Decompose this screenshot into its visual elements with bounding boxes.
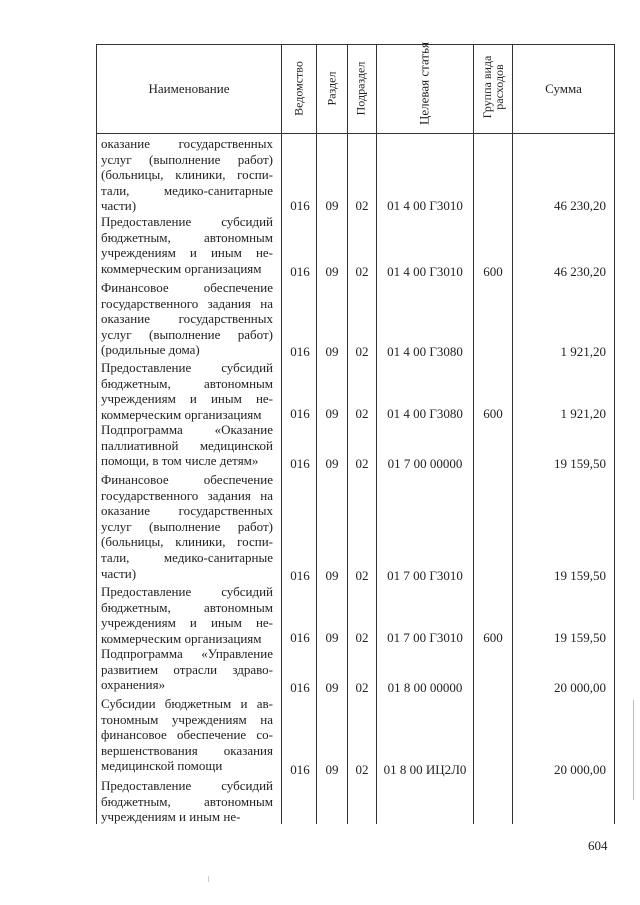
row-summa: 20 000,00: [554, 680, 606, 695]
row-name: Финансовое обеспечение государственного задания на оказание государственных услуг (выполнение работ) (родильные дома): [101, 280, 273, 358]
table-border-right: [614, 44, 615, 824]
row-celevaya: 01 7 00 Г3010: [387, 630, 463, 645]
scan-edge-mark: [633, 700, 634, 800]
row-celevaya: 01 7 00 Г3010: [387, 568, 463, 583]
row-celevaya: 01 4 00 Г3080: [387, 344, 463, 359]
row-podrazdel: 02: [355, 630, 369, 645]
row-vedomstvo: 016: [290, 344, 310, 359]
row-razdel: 09: [325, 264, 339, 279]
row-celevaya: 01 8 00 ИЦ2Л0: [383, 762, 467, 777]
row-summa: 46 230,20: [554, 264, 606, 279]
scan-speck: [208, 876, 209, 882]
row-celevaya: 01 7 00 00000: [387, 456, 463, 471]
header-name: Наименование: [148, 80, 230, 96]
row-podrazdel: 02: [355, 406, 369, 421]
row-podrazdel: 02: [355, 568, 369, 583]
row-podrazdel: 02: [355, 762, 369, 777]
row-razdel: 09: [325, 198, 339, 213]
row-gruppa: 600: [483, 630, 503, 645]
column-divider: [316, 44, 317, 824]
header-divider: [96, 133, 614, 134]
row-summa: 1 921,20: [560, 344, 606, 359]
row-name: Предоставление субсидий бюджетным, автономным учреждениям и иным не-: [101, 778, 273, 825]
column-divider: [512, 44, 513, 824]
row-celevaya: 01 4 00 Г3080: [387, 406, 463, 421]
header-summa: Сумма: [545, 80, 582, 96]
row-summa: 20 000,00: [554, 762, 606, 777]
row-summa: 19 159,50: [554, 456, 606, 471]
row-razdel: 09: [325, 762, 339, 777]
column-divider: [376, 44, 377, 824]
row-gruppa: 600: [483, 264, 503, 279]
row-celevaya: 01 8 00 00000: [387, 680, 463, 695]
page-number: 604: [588, 838, 608, 853]
row-razdel: 09: [325, 344, 339, 359]
header-vedomstvo: Ведомство: [291, 61, 306, 116]
row-razdel: 09: [325, 630, 339, 645]
row-vedomstvo: 016: [290, 762, 310, 777]
row-celevaya: 01 4 00 Г3010: [387, 198, 463, 213]
row-name: Предоставление субсидий бюджетным, автономным учреждениям и иным не-коммерческим организациям: [101, 584, 273, 646]
row-vedomstvo: 016: [290, 198, 310, 213]
row-name: Предоставление субсидий бюджетным, автономным учреждениям и иным не-коммерческим организациям: [101, 214, 273, 276]
row-podrazdel: 02: [355, 198, 369, 213]
row-summa: 19 159,50: [554, 568, 606, 583]
column-divider: [281, 44, 282, 824]
row-celevaya: 01 4 00 Г3010: [387, 264, 463, 279]
row-vedomstvo: 016: [290, 630, 310, 645]
row-podrazdel: 02: [355, 680, 369, 695]
column-divider: [473, 44, 474, 824]
row-vedomstvo: 016: [290, 264, 310, 279]
row-summa: 46 230,20: [554, 198, 606, 213]
row-razdel: 09: [325, 680, 339, 695]
row-gruppa: 600: [483, 406, 503, 421]
row-podrazdel: 02: [355, 264, 369, 279]
row-vedomstvo: 016: [290, 568, 310, 583]
header-razdel: Раздел: [324, 71, 339, 106]
row-summa: 1 921,20: [560, 406, 606, 421]
row-name: Предоставление субсидий бюджетным, автономным учреждениям и иным не-коммерческим организациям: [101, 360, 273, 422]
row-razdel: 09: [325, 456, 339, 471]
row-vedomstvo: 016: [290, 406, 310, 421]
row-podrazdel: 02: [355, 344, 369, 359]
row-vedomstvo: 016: [290, 680, 310, 695]
row-summa: 19 159,50: [554, 630, 606, 645]
row-name: Подпрограмма «Оказание паллиативной медицинской помощи, в том числе детям»: [101, 422, 273, 469]
row-name: Подпрограмма «Управление развитием отрасли здраво-охранения»: [101, 646, 273, 693]
row-name: Субсидии бюджетным и ав-тономным учреждениям на финансовое обеспечение со-вершенствования оказания медицинской помощи: [101, 696, 273, 774]
row-razdel: 09: [325, 406, 339, 421]
header-podrazdel: Подраздел: [353, 61, 368, 116]
table-border-left: [96, 44, 97, 824]
header-gruppa: Группа вида расходов: [480, 55, 506, 119]
row-podrazdel: 02: [355, 456, 369, 471]
row-razdel: 09: [325, 568, 339, 583]
row-vedomstvo: 016: [290, 456, 310, 471]
row-name: оказание государственных услуг (выполнение работ) (больницы, клиники, госпи-тали, медико-санитарные части): [101, 136, 273, 214]
header-celevaya: Целевая статья: [416, 42, 432, 126]
column-divider: [347, 44, 348, 824]
row-name: Финансовое обеспечение государственного задания на оказание государственных услуг (выполнение работ) (больницы, клиники, госпи-тали, медико-санитарные части): [101, 472, 273, 581]
